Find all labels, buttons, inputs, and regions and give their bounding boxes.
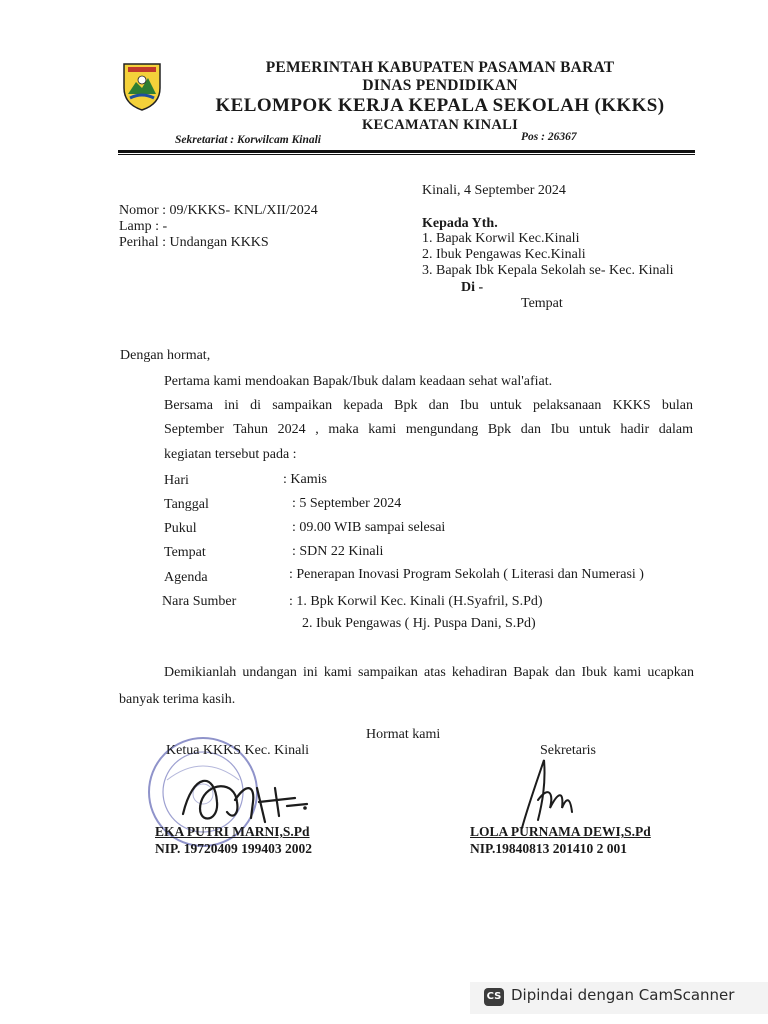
closing-line: Demikianlah undangan ini kami sampaikan atas kehadiran Bapak dan Ibuk kami ucapkan <box>164 665 694 680</box>
body-line: September Tahun 2024 , maka kami mengundang Bpk dan Ibu untuk hadir dalam <box>164 422 693 437</box>
letter-subject: Perihal : Undangan KKKS <box>119 235 269 250</box>
left-handwritten-signature <box>175 762 315 832</box>
detail-value-speaker: : 1. Bpk Korwil Kec. Kinali (H.Syafril, S.Pd) <box>289 594 543 609</box>
camscanner-icon: CS <box>484 988 504 1006</box>
header-department: DINAS PENDIDIKAN <box>362 77 518 94</box>
detail-label-day: Hari <box>164 473 189 488</box>
body-line: kegiatan tersebut pada : <box>164 447 297 462</box>
opening-line: Pertama kami mendoakan Bapak/Ibuk dalam keadaan sehat wal'afiat. <box>164 374 553 389</box>
right-signatory-title: Sekretaris <box>540 743 596 758</box>
recipient-di: Di - <box>461 280 484 295</box>
header-postal-code: Pos : 26367 <box>521 131 577 143</box>
detail-value-day: : Kamis <box>283 472 327 487</box>
detail-value-time: : 09.00 WIB sampai selesai <box>292 520 446 535</box>
header-secretariat: Sekretariat : Korwilcam Kinali <box>175 134 322 146</box>
detail-label-date: Tanggal <box>164 497 209 512</box>
body-line: Bersama ini di sampaikan kepada Bpk dan Ibu untuk pelaksanaan KKKS bulan <box>164 398 693 413</box>
recipient-item: 1. Bapak Korwil Kec.Kinali <box>422 231 580 246</box>
closing-line: banyak terima kasih. <box>119 692 236 707</box>
recipient-item: 3. Bapak Ibk Kepala Sekolah se- Kec. Kinali <box>422 263 674 278</box>
header-district: KECAMATAN KINALI <box>361 117 519 133</box>
left-signatory-name: EKA PUTRI MARNI,S.Pd <box>155 824 310 839</box>
salutation: Dengan hormat, <box>120 348 211 363</box>
recipient-place: Tempat <box>521 296 563 311</box>
header-organization: KELOMPOK KERJA KEPALA SEKOLAH (KKKS) <box>215 95 665 116</box>
left-signatory-title: Ketua KKKS Kec. Kinali <box>166 743 310 758</box>
scanner-watermark-text: Dipindai dengan CamScanner <box>511 986 735 1004</box>
left-signatory-nip: NIP. 19720409 199403 2002 <box>155 841 313 856</box>
recipient-heading: Kepada Yth. <box>422 216 498 231</box>
right-signatory-nip: NIP.19840813 201410 2 001 <box>470 841 628 856</box>
right-signatory-name: LOLA PURNAMA DEWI,S.Pd <box>470 824 651 839</box>
detail-value-date: : 5 September 2024 <box>292 496 402 511</box>
detail-value-speaker: 2. Ibuk Pengawas ( Hj. Puspa Dani, S.Pd) <box>302 616 536 631</box>
detail-label-time: Pukul <box>164 521 197 536</box>
detail-value-agenda: : Penerapan Inovasi Program Sekolah ( Literasi dan Numerasi ) <box>289 567 644 582</box>
closing-regards: Hormat kami <box>366 727 441 742</box>
detail-label-speakers: Nara Sumber <box>162 594 237 609</box>
detail-label-venue: Tempat <box>164 545 206 560</box>
detail-value-venue: : SDN 22 Kinali <box>292 544 384 559</box>
letter-attachment: Lamp : - <box>119 219 168 234</box>
header-government: PEMERINTAH KABUPATEN PASAMAN BARAT <box>265 59 615 76</box>
recipient-item: 2. Ibuk Pengawas Kec.Kinali <box>422 247 586 262</box>
detail-label-agenda: Agenda <box>164 570 208 585</box>
header-divider-thick <box>118 150 695 153</box>
header-divider-thin <box>118 154 695 155</box>
letter-date: Kinali, 4 September 2024 <box>422 183 566 198</box>
letter-number: Nomor : 09/KKKS- KNL/XII/2024 <box>119 203 318 218</box>
right-handwritten-signature <box>508 756 588 832</box>
